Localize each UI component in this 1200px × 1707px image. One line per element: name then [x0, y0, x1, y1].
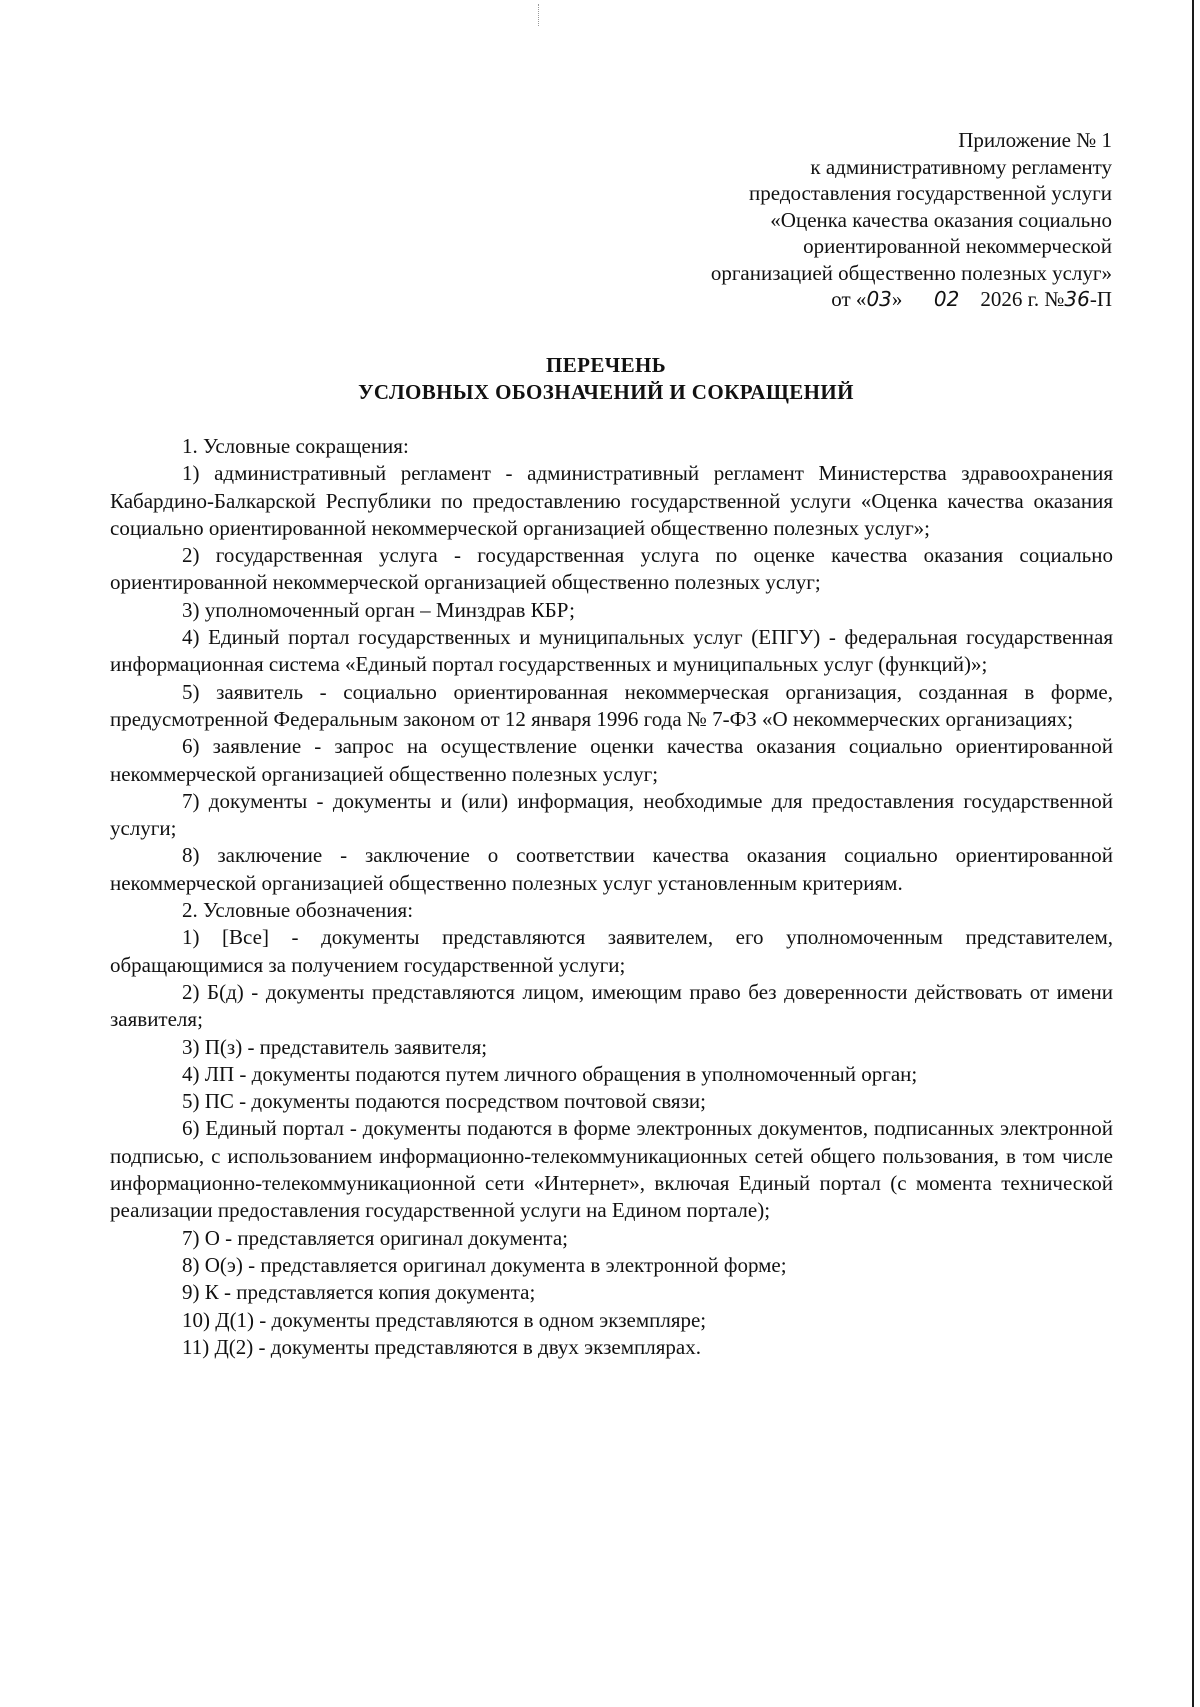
list-item: 8) О(э) - представляется оригинал документа в электронной форме; [182, 1252, 787, 1277]
scan-mark [538, 4, 545, 26]
document-title [100, 352, 1112, 406]
list-item: 7) документы - документы и (или) информация, необходимые для предоставления государственной услуги; [110, 788, 1113, 841]
list-item: 5) заявитель - социально ориентированная некоммерческая организация, созданная в форме, предусмотренной Федеральным законом от 12 января 1996 года № 7-ФЗ «О некоммерческих организациях; [110, 679, 1113, 731]
date-prefix: от « [831, 287, 867, 311]
appendix-line: к административному регламенту [810, 154, 1112, 179]
list-item: 6) заявление - запрос на осуществление оценки качества оказания социально ориентированной некоммерческой организацией общественно полезных услуг; [110, 734, 1113, 786]
list-item: 1) административный регламент - административный регламент Министерства здравоохранения Кабардино-Балкарской Республики по предоставлению государственной услуги «Оценка качества оказания социально ориентированной некоммерческой организацией общественно полезных услуг»; [110, 461, 1113, 540]
appendix-header [492, 127, 1112, 313]
list-item: 7) О - представляется оригинал документа; [182, 1225, 569, 1250]
list-item: 6) Единый портал - документы подаются в форме электронных документов, подписанных электронной подписью, с использованием информационно-телекоммуникационных сетей общего пользования, в том числе информационно-телекоммуникационной сети «Интернет», включая Единый портал (с момента технической реализации предоставления государственной услуги на Едином портале); [110, 1116, 1113, 1223]
date-month: 02 [933, 287, 960, 311]
doc-suffix: -П [1089, 287, 1112, 311]
title-line-1: ПЕРЕЧЕНЬ [545, 353, 666, 377]
doc-number: 36 [1064, 287, 1090, 311]
date-close: » [891, 287, 903, 311]
title-line-2: УСЛОВНЫХ ОБОЗНАЧЕНИЙ И СОКРАЩЕНИЙ [358, 380, 854, 404]
section-heading: 2. Условные обозначения: [182, 898, 414, 923]
list-item: 9) К - представляется копия документа; [182, 1280, 536, 1305]
date-year: 2026 г. № [980, 287, 1065, 311]
list-item: 3) уполномоченный орган – Минздрав КБР; [182, 597, 575, 622]
list-item: 2) государственная услуга - государственная услуга по оценке качества оказания социально ориентированной некоммерческой организацией общественно полезных услуг; [110, 543, 1113, 595]
date-day: 03 [866, 287, 892, 311]
section-heading: 1. Условные сокращения: [182, 434, 409, 458]
appendix-date-line [492, 286, 1112, 313]
list-item: 3) П(з) - представитель заявителя; [182, 1034, 488, 1059]
list-item: 5) ПС - документы подаются посредством почтовой связи; [182, 1089, 706, 1114]
appendix-line: «Оценка качества оказания социально [770, 207, 1112, 232]
document-body [110, 433, 1113, 1361]
appendix-line: Приложение № 1 [958, 128, 1112, 152]
appendix-line: организацией общественно полезных услуг» [710, 260, 1112, 285]
list-item: 4) Единый портал государственных и муниципальных услуг (ЕПГУ) - федеральная государственная информационная система «Единый портал государственных и муниципальных услуг (функций)»; [110, 625, 1113, 677]
list-item: 2) Б(д) - документы представляются лицом, имеющим право без доверенности действовать от имени заявителя; [110, 979, 1113, 1032]
list-item: 1) [Все] - документы представляются заявителем, его уполномоченным представителем, обращающимися за получением государственной услуги; [110, 925, 1113, 977]
list-item: 8) заключение - заключение о соответствии качества оказания социально ориентированной некоммерческой организацией общественно полезных услуг установленным критериям. [110, 843, 1113, 895]
list-item: 10) Д(1) - документы представляются в одном экземпляре; [182, 1307, 707, 1332]
list-item: 11) Д(2) - документы представляются в двух экземплярах. [182, 1334, 701, 1359]
appendix-line: ориентированной некоммерческой [803, 234, 1112, 258]
appendix-line: предоставления государственной услуги [749, 181, 1112, 205]
list-item: 4) ЛП - документы подаются путем личного обращения в уполномоченный орган; [182, 1061, 918, 1086]
page-edge-line [1192, 0, 1194, 1707]
